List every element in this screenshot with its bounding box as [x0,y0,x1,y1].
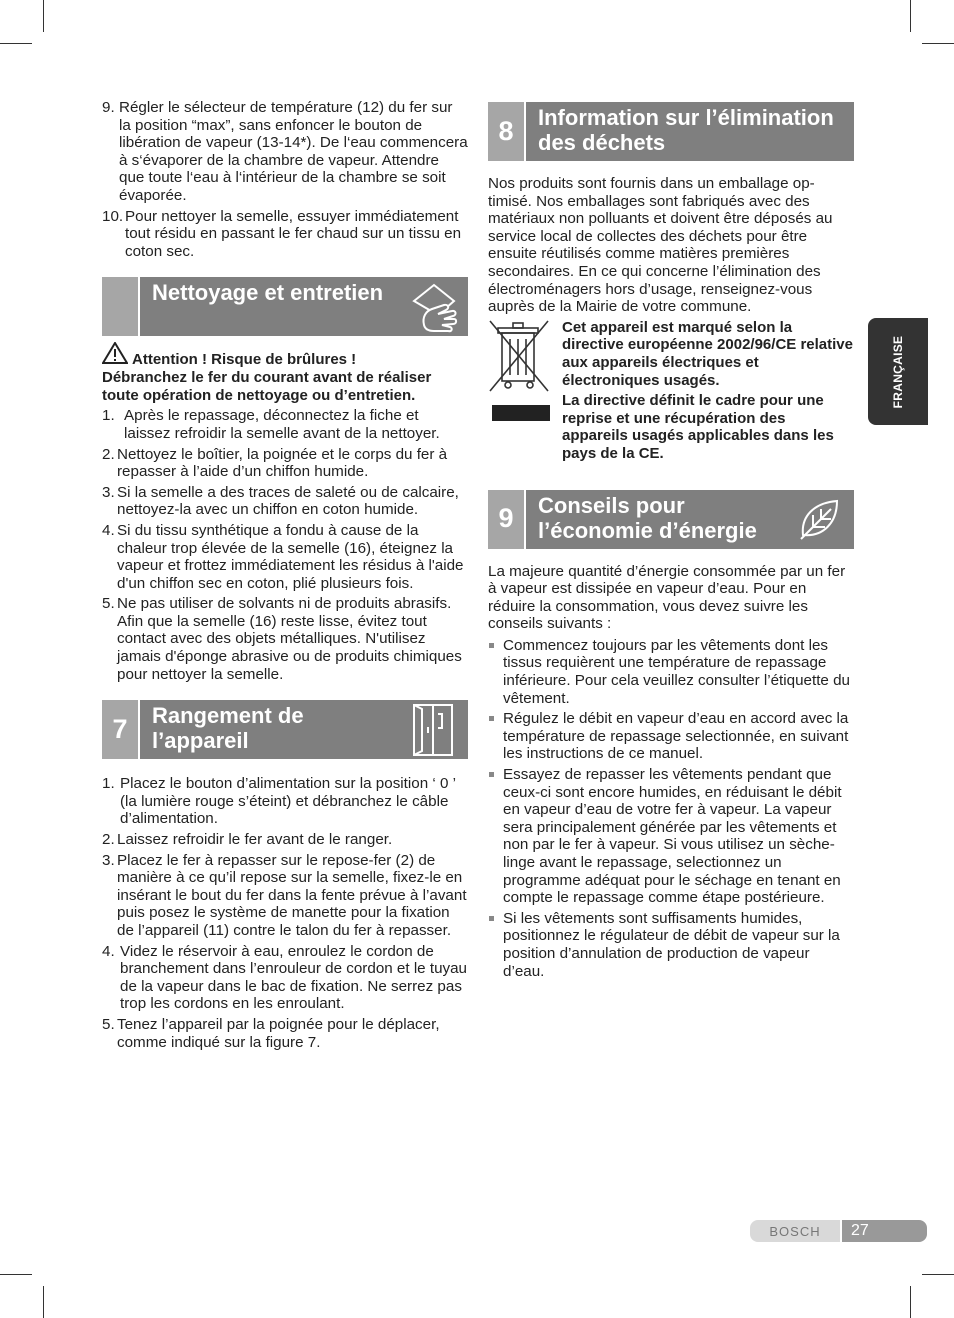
step-number: 5. [102,1015,115,1033]
list-item: Régulez le débit en vapeur d’eau en accord avec la température de repassage selectionnée, en suivant les instructions de ce manuel. [488,710,854,763]
section-title: Nettoyage et entretien [152,280,384,306]
step-text: Régler le sélecteur de température (12) du fer sur la position “max”, sans enfoncer le bouton de libération de vapeur (13-14*). De l‘eau commencera à s‘évaporer de la chambre de vapeur. Attendre que toute l‘eau à l‘intérieur de la chambre se soit évaporée. [119,99,468,204]
intro-steps [102,99,468,260]
footer-brand: BOSCH [750,1220,840,1242]
section-banner-storage [102,700,468,759]
section-title: Conseils pour l’économie d’énergie [538,492,757,543]
section-number: 7 [102,700,140,759]
list-item [102,943,468,1013]
step-number: 10. [102,207,124,225]
weee-block [488,319,854,463]
list-item [102,484,468,519]
crop-mark [0,1274,32,1275]
list-item: Essayez de repasser les vêtements pendant que ceux-ci sont encore humides, en réduisant le débit en vapeur d’eau de votre fer à vapeur. La vapeur sera principalement générée par les vêtements et non par le fer à vapeur. Si vous utilisez un sèche-linge avant le repassage, selectionnez un programme adéquat pour le séchage en tenant en compte le repassage comme étape postérieure. [488,766,854,907]
left-column [102,99,468,1054]
cabinet-icon [398,700,468,759]
step-text: Si du tissu synthétique a fondu à cause de la chaleur trop élevée de la semelle (16), éteignez la vapeur et frottez immédiatement les résidus à l'aide d'un chiffon sec en coton, plié plusieurs fois. [117,521,464,592]
list-item [102,1016,468,1051]
step-number: 3. [102,851,115,869]
crop-mark [43,1286,44,1318]
crop-mark [922,43,954,44]
list-item: Si les vêtements sont suffisaments humides, positionnez le régulateur de débit de vapeur sur la position d’annulation de production de vapeur d’eau. [488,910,854,980]
weee-text-1: Cet appareil est marqué selon la directive européenne 2002/96/CE relative aux appareils électriques et électroniques usagés. [562,318,853,389]
step-text: Tenez l’appareil par la poignée pour le déplacer, comme indiqué sur la figure 7. [117,1015,440,1051]
section-number-box [102,277,140,336]
step-text: Nettoyez le boîtier, la poignée et le corps du fer à repasser à l’aide d’un chiffon humide. [117,445,448,481]
storage-steps [102,775,468,1051]
list-item [102,522,468,592]
step-text: Si la semelle a des traces de saleté ou de calcaire, nettoyez-la avec un chiffon en coton humide. [117,483,459,519]
list-item [102,407,468,442]
hand-wipe-icon [398,277,468,336]
step-number: 4. [102,521,115,539]
leaf-icon [784,490,854,549]
crop-mark [910,1286,911,1318]
list-item [102,775,468,828]
crop-mark [910,0,911,32]
warning-text: Débranchez le fer du courant avant de réaliser toute opération de nettoyage ou d’entretien. [102,369,432,405]
section-banner-disposal [488,102,854,161]
warning-head [102,342,468,369]
list-item: Commencez toujours par les vêtements dont les tissus requièrent une température de repassage inférieure. Pour cela veuillez consulter l’étiquette du vêtement. [488,637,854,707]
right-column [488,102,854,983]
page-number: 27 [842,1220,927,1242]
step-text: Après le repassage, déconnectez la fiche et laissez refroidir la semelle avant de la nettoyer. [124,407,440,442]
crossed-bin-icon [488,319,562,463]
list-item [102,831,468,849]
step-text: Ne pas utiliser de solvants ni de produits abrasifs. Afin que la semelle (16) reste lisse, évitez tout contact avec des objets métalliques. N'utilisez jamais d'éponge abrasive ou de produits chimiques pour nettoyer la semelle. [117,595,462,683]
weee-text [562,319,854,463]
crop-mark [922,1274,954,1275]
cleaning-steps [102,407,468,683]
step-number: 1. [102,407,115,425]
crop-mark [43,0,44,32]
step-number: 5. [102,595,115,613]
step-number: 2. [102,831,115,849]
list-item [102,446,468,481]
warning-title: Attention ! Risque de brûlures ! [132,351,357,369]
step-text: Pour nettoyer la semelle, essuyer immédiatement tout résidu en passant le fer chaud sur un tissu en coton sec. [125,207,462,260]
step-number: 9. [102,99,115,116]
list-item [102,595,468,683]
list-item [102,852,468,940]
list-item [102,99,468,205]
section-title: Rangement de l’appareil [152,703,304,754]
step-text: Laissez refroidir le fer avant de le ranger. [117,831,393,849]
disposal-text: Nos produits sont fournis dans un emballage op-timisé. Nos emballages sont fabriqués avec des matériaux non polluants et doivent être déposés au service local de collectes des déchets pour être ensuite réutilisés comme matières premières secondaires. En ce qui concerne l’élimination des électroménagers hors d’usage, renseignez-vous auprès de la Mairie de votre commune. [488,175,833,316]
step-number: 1. [102,775,115,793]
section-title: Information sur l’élimination des déchets [538,105,834,155]
step-text: Placez le bouton d’alimentation sur la position ‘ 0 ’ (la lumière rouge s’éteint) et débranchez le câble d’alimentation. [120,775,456,828]
step-number: 3. [102,483,115,501]
step-number: 2. [102,445,115,463]
language-tab-label: FRANÇAISE [891,335,905,408]
language-tab [868,318,928,425]
energy-tips [488,637,854,980]
warning-triangle-icon [102,342,128,369]
list-item [102,208,468,261]
section-banner-cleaning [102,277,468,336]
crop-mark [0,43,32,44]
weee-text-2: La directive définit le cadre pour une reprise et une récupération des appareils usagés applicables dans les pays de la CE. [562,392,834,462]
step-text: Videz le réservoir à eau, enroulez le cordon de branchement dans l’enrouleur de cordon et le tuyau de la vapeur dans le bac de fixation. Ne serrez pas trop les cordons en les enroulant. [120,942,468,1013]
energy-text: La majeure quantité d’énergie consommée par un fer à vapeur est dissipée en vapeur d’eau. Pour en réduire la consommation, vous devez suivre les conseils suivants : [488,562,846,633]
section-number: 9 [488,490,526,549]
section-number: 8 [488,102,526,161]
warning-block [102,342,468,405]
step-text: Placez le fer à repasser sur le repose-fer (2) de manière à ce qu’il repose sur la semelle, fixez-le en insérant le bout du fer dans la fente prévue à l’avant puis posez le système de manette pour la fixation de l’appareil (11) contre le talon du fer à repasser. [117,851,467,939]
step-number: 4. [102,942,115,960]
section-banner-energy [488,490,854,549]
